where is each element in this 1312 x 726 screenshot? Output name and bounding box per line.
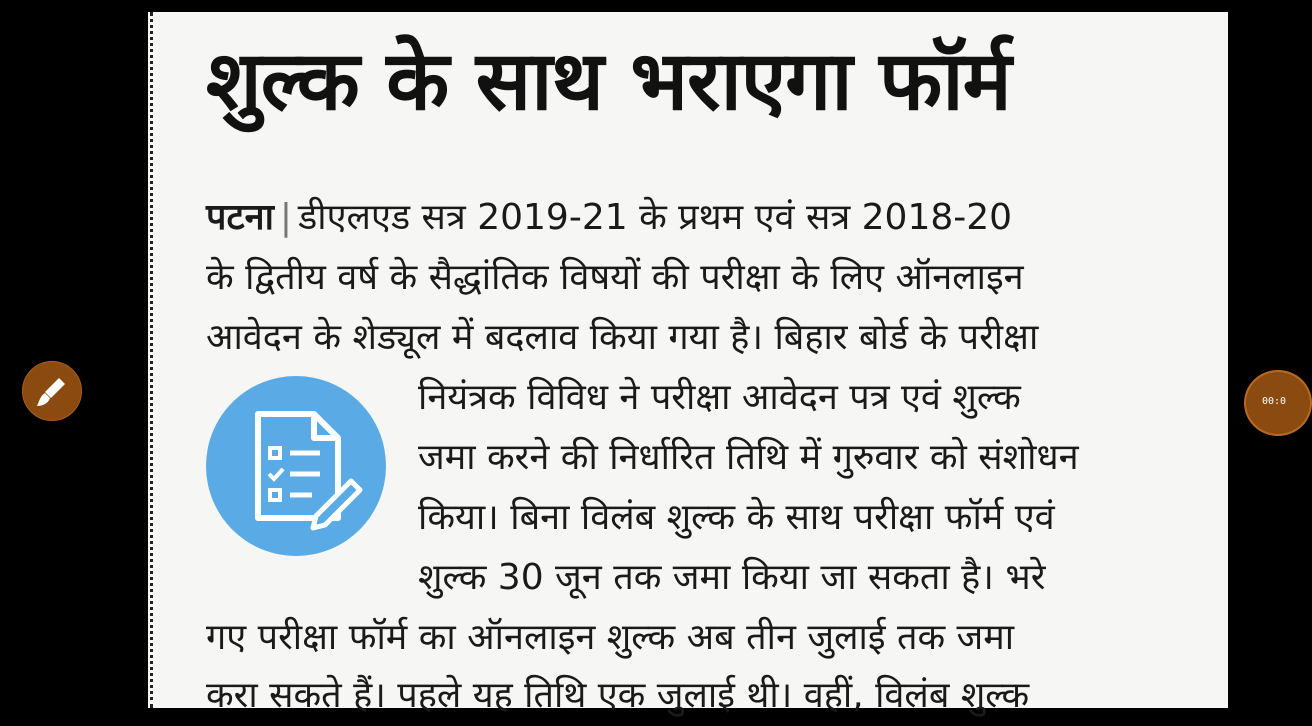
- article-line-9: करा सकते हैं। पहले यह तिथि एक जुलाई थी। वहीं, विलंब शुल्क: [206, 675, 1030, 716]
- timer-button[interactable]: [1244, 370, 1312, 436]
- article-line-1: [206, 188, 1196, 248]
- dateline: पटना: [206, 197, 274, 238]
- article-line-3: आवेदन के शेड्यूल में बदलाव किया गया है। बिहार बोर्ड के परीक्षा: [206, 317, 1039, 358]
- brush-button[interactable]: [22, 361, 82, 421]
- article-line-2: के द्वितीय वर्ष के सैद्धांतिक विषयों की परीक्षा के लिए ऑनलाइन: [206, 257, 1024, 298]
- brush-icon: [23, 405, 81, 424]
- article-line-8: गए परीक्षा फॉर्म का ऑनलाइन शुल्क अब तीन जुलाई तक जमा: [206, 617, 1015, 658]
- article-line-4: नियंत्रक विविध ने परीक्षा आवेदन पत्र एवं शुल्क: [418, 377, 1021, 418]
- newspaper-clipping: [148, 12, 1228, 716]
- article-line-5: जमा करने की निर्धारित तिथि में गुरुवार को संशोधन: [418, 437, 1079, 478]
- article-line-6: किया। बिना विलंब शुल्क के साथ परीक्षा फॉर्म एवं: [418, 497, 1055, 538]
- article-line-7: शुल्क 30 जून तक जमा किया जा सकता है। भरे: [418, 557, 1046, 598]
- article-line-1-text: डीएलएड सत्र 2019-21 के प्रथम एवं सत्र 2018-20: [298, 197, 1013, 238]
- form-document-icon: [206, 376, 386, 556]
- dateline-separator: |: [279, 197, 293, 238]
- headline: शुल्क के साथ भराएगा फॉर्म: [206, 34, 1011, 129]
- timer-text: 00:0: [1262, 396, 1287, 407]
